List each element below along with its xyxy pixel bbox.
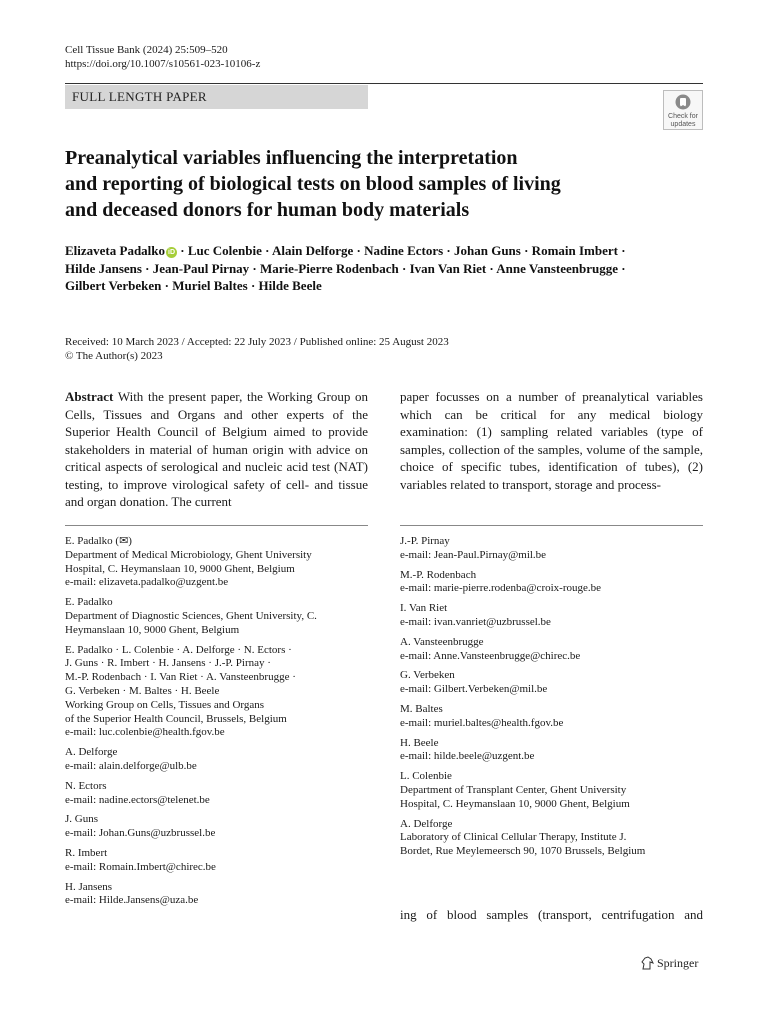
affiliation-line: H. Jansens [65,880,113,893]
publisher-name: Springer [657,956,699,970]
email-link[interactable]: e-mail: Gilbert.Verbeken@mil.be [400,683,548,696]
affiliation-line: N. Ectors [65,779,107,792]
affiliation-line: H. Beele [400,736,439,749]
journal-citation: Cell Tissue Bank (2024) 25:509–520 [65,44,228,56]
affiliation-line: I. Van Riet [400,602,448,615]
article-title [65,145,705,223]
title-line-1: Preanalytical variables influencing the interpretation [65,147,518,169]
authors-line-3: Gilbert Verbeken · Muriel Baltes · Hilde Beele [65,278,322,293]
email-link[interactable]: e-mail: elizaveta.padalko@uzgent.be [65,576,229,589]
affiliations-right-column [400,535,703,865]
email-link[interactable]: e-mail: nadine.ectors@telenet.be [65,793,210,806]
affiliations-left-column [65,535,368,914]
authors-line-1 [65,242,705,260]
affiliation-line: G. Verbeken · M. Baltes · H. Beele [65,684,220,697]
affiliation-line: L. Colenbie [400,770,452,783]
email-link[interactable]: e-mail: Johan.Guns@uzbrussel.be [65,827,216,840]
email-link[interactable]: e-mail: muriel.baltes@health.fgov.be [400,716,564,729]
affiliation-divider-right [400,525,703,526]
affiliation-block [65,596,368,637]
affiliation-line: Department of Diagnostic Sciences, Ghent University, C. [65,609,317,622]
email-link[interactable]: e-mail: luc.colenbie@health.fgov.be [65,726,225,739]
header-rule [65,83,703,84]
affiliation-line: M. Baltes [400,702,443,715]
affiliation-block [65,746,368,774]
affiliation-line: J. Guns · R. Imbert · H. Jansens · J.-P. Pirnay · [65,657,271,670]
affiliation-line: J.-P. Pirnay [400,535,450,547]
affiliation-block [400,818,703,859]
dates-history: Received: 10 March 2023 / Accepted: 22 July 2023 / Published online: 25 August 2023 [65,336,449,348]
badge-line-1: Check for [668,113,698,120]
affiliation-line: Hospital, C. Heymanslaan 10, 9000 Ghent, Belgium [65,562,295,575]
affiliation-line: A. Delforge [400,817,453,830]
affiliation-block [400,703,703,731]
author-name[interactable]: Elizaveta Padalko [65,243,166,258]
affiliation-line: Hospital, C. Heymanslaan 10, 9000 Ghent, Belgium [400,797,630,810]
abstract-text-right: paper focusses on a number of preanalytical variables which can be critical for any medical biology examination: (1) sampling related variables (type of samples, collection of the samples, volume of the sample, choice of specific tubes, identification of tubes), (2) variables related to transport, storage and process- [400,389,703,492]
copyright-notice: © The Author(s) 2023 [65,350,163,362]
affiliation-line: Department of Medical Microbiology, Ghent University [65,548,312,561]
affiliation-line: Bordet, Rue Meylemeersch 90, 1070 Brussels, Belgium [400,845,646,858]
affiliation-line: M.-P. Rodenbach [400,568,477,581]
affiliation-line: Laboratory of Clinical Cellular Therapy, Institute J. [400,831,627,844]
email-link[interactable]: e-mail: ivan.vanriet@uzbrussel.be [400,615,551,628]
affiliation-block [65,881,368,909]
email-link[interactable]: e-mail: hilde.beele@uzgent.be [400,750,535,763]
affiliation-block [400,569,703,597]
affiliation-line: J. Guns [65,813,99,826]
email-link[interactable]: e-mail: marie-pierre.rodenba@croix-rouge.be [400,582,602,595]
affiliation-line: A. Vansteenbrugge [400,635,484,648]
affiliation-block [400,636,703,664]
affiliation-block [400,770,703,811]
article-type-label: FULL LENGTH PAPER [65,85,368,109]
publisher-logo [641,955,698,971]
abstract-right-column [400,388,703,493]
affiliation-block [65,644,368,741]
affiliation-block [65,780,368,808]
journal-header [65,43,260,71]
abstract-label: Abstract [65,389,114,404]
title-line-2: and reporting of biological tests on blood samples of living [65,173,561,195]
affiliation-block [65,847,368,875]
bookmark-icon [675,94,691,112]
affiliation-line: M.-P. Rodenbach · I. Van Riet · A. Vansteenbrugge · [65,671,296,684]
affiliation-line: of the Superior Health Council, Brussels, Belgium [65,712,287,725]
abstract-text-left: With the present paper, the Working Group on Cells, Tissues and Organs and other experts of the Superior Health Council of Belgium aimed to provide stakeholders in material of human origin with advice on critical aspects of serological and nucleic acid test (NAT) testing, to improve virological safety of cell- and tissue and organ donation. The current [65,389,369,509]
email-link[interactable]: e-mail: Romain.Imbert@chirec.be [65,860,216,873]
affiliation-line: G. Verbeken [400,669,455,682]
authors-line-2: Hilde Jansens · Jean-Paul Pirnay · Marie-Pierre Rodenbach · Ivan Van Riet · Anne Vansteenbrugge · [65,260,626,276]
orcid-icon[interactable]: iD [168,249,176,256]
publication-dates [65,335,449,363]
badge-line-2: updates [670,121,696,128]
affiliation-line: Working Group on Cells, Tissues and Organs [65,698,265,711]
affiliation-line: A. Delforge [65,746,118,759]
authors-line-1-rest: · Luc Colenbie · Alain Delforge · Nadine Ectors · Johan Guns · Romain Imbert · [177,243,626,258]
affiliation-line: Heymanslaan 10, 9000 Ghent, Belgium [65,623,240,636]
affiliation-block [400,602,703,630]
journal-doi-link[interactable]: https://doi.org/10.1007/s10561-023-10106-z [65,58,261,70]
affiliation-line: E. Padalko · L. Colenbie · A. Delforge · N. Ectors · [65,643,292,656]
affiliation-block [65,813,368,841]
title-line-3: and deceased donors for human body materials [65,199,470,221]
author-list [65,242,705,295]
email-link[interactable]: e-mail: Hilde.Jansens@uza.be [65,894,199,907]
email-link[interactable]: e-mail: alain.delforge@ulb.be [65,759,197,772]
abstract-left-column [65,388,368,511]
check-for-updates-badge[interactable] [663,90,703,130]
affiliation-line: Department of Transplant Center, Ghent University [400,783,627,796]
affiliation-divider-left [65,525,368,526]
email-link[interactable]: e-mail: Anne.Vansteenbrugge@chirec.be [400,649,581,662]
email-link[interactable]: e-mail: Jean-Paul.Pirnay@mil.be [400,548,547,561]
affiliation-line: E. Padalko (✉) [65,535,132,547]
affiliation-block [65,535,368,590]
affiliation-block [400,669,703,697]
affiliation-line: E. Padalko [65,596,113,609]
affiliation-line: R. Imbert [65,846,108,859]
abstract-continuation-line: ing of blood samples (transport, centrifugation and [400,907,703,922]
affiliation-block [400,737,703,765]
affiliation-block [400,535,703,563]
abstract-continuation [400,906,703,924]
springer-horse-icon [641,956,654,970]
check-for-updates-text [664,113,702,129]
